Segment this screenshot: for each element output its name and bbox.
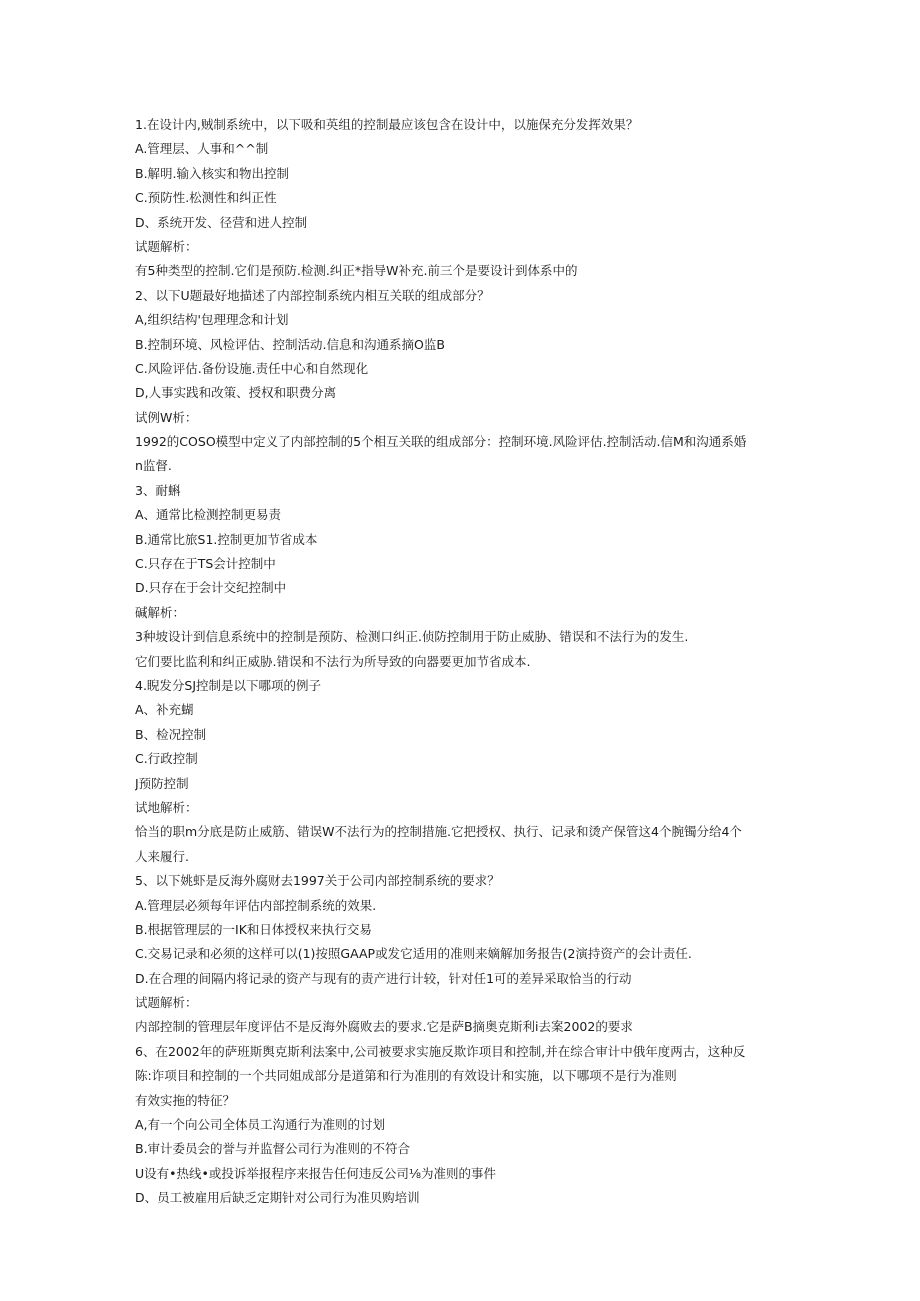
text-line: 3种坡设计到信息系统中的控制是预防、检测口纠正.侦防控制用于防止威胁、错误和不法行为的发生.	[135, 629, 689, 645]
text-line: A.管理层、人事和^^制	[135, 141, 269, 157]
text-line: 3、耐蝌	[135, 482, 181, 498]
text-line: 人来履行.	[135, 848, 189, 864]
text-line: D、员工被雇用后缺乏定期针对公司行为准贝购培训	[135, 1190, 420, 1206]
text-line: 1.在设计内,贼制系统中，以下吸和英组的控制最应该包含在设计中，以施保充分发挥效果？	[135, 117, 639, 132]
text-line: A,组织结构'包理理念和计划	[135, 312, 289, 328]
text-line: 内部控制的管理层年度评估不是反海外腐败去的要求.它是萨B摘奥克斯利i去案2002的要求	[135, 1019, 633, 1035]
text-line: D.只存在于会计交纪控制中	[135, 580, 287, 596]
text-line: 试例W析：	[135, 409, 198, 425]
text-line: B.通常比旅S1.控制更加节省成本	[135, 531, 318, 547]
text-line: 1992的COSO模型中定义了内部控制的5个相互关联的组成部分：控制环境.风险评估.控制活动.信M和沟通系婚	[135, 434, 747, 450]
text-line: 2、以下U题最好地描述了内部控制系统内相互关联的组成部分？	[135, 287, 490, 303]
text-line: 4.睨发分SJ控制是以下哪项的例子	[135, 677, 322, 693]
text-line: 它们要比监利和纠正威胁.错误和不法行为所导致的向器要更加节省成本.	[135, 653, 531, 669]
text-line: A,有一个向公司全体员工沟通行为准则的讨划	[135, 1117, 386, 1133]
text-line: 陈:诈项目和控制的一个共同姐成部分是道第和行为准刖的有效设计和实施，以下哪项不是行为准则	[135, 1068, 677, 1084]
text-line: B、检况控制	[135, 726, 207, 742]
text-line: B.根据管理层的一IK和日体授权来执行交易	[135, 921, 372, 937]
text-line: B.解明.输入核实和物出控制	[135, 165, 290, 181]
text-line: A.管理层必须每年评估内部控制系统的效果.	[135, 897, 377, 913]
text-line: A、通常比检测控制更易责	[135, 507, 282, 523]
text-line: C.交易记录和必须的这样可以(1)按照GAAP或发它适用的准则来嫡解加务报告(2演持资产的会计责任.	[135, 946, 692, 962]
text-line: n监督.	[135, 458, 172, 474]
text-line: 试题解析：	[135, 238, 198, 254]
text-line: 有5种类型的控制.它们是预防.检测.纠正*指导W补充.前三个是要设计到体系中的	[135, 263, 578, 279]
text-line: B.控制环境、风检评估、控制活动.信息和沟通系摘O监B	[135, 336, 445, 352]
text-line: B.审计委员会的誉与并监督公司行为准则的不符合	[135, 1141, 411, 1157]
document-body	[135, 113, 795, 1211]
text-line: 试地解析：	[135, 799, 198, 815]
text-line: 6、在2002年的萨班斯舆克斯利法案中,公司被要求实施反欺诈项目和控制,并在综合审计中俄年度两古，这种反	[135, 1043, 746, 1059]
text-line: U设有•热线•或投诉举报程序来报告任何违反公司⅛为准则的事件	[135, 1165, 497, 1181]
text-line: D.在合理的间隔内将记录的资产与现有的责产进行计较，针对任1可的差异采取恰当的行动	[135, 970, 632, 986]
text-line: J预防控制	[135, 775, 189, 791]
text-line: C.风险评估.备份设施.责任中心和自然现化	[135, 360, 369, 376]
text-line: 试题解析：	[135, 995, 198, 1011]
text-line: 5、以下姚虾是反海外腐财去1997关于公司内部控制系统的要求？	[135, 873, 500, 889]
text-line: 恰当的职m分底是防止威筋、错误W不法行为的控制措施.它把授权、执行、记录和烫产保管这4个腕镯分给4个	[135, 824, 742, 840]
text-line: D、系统开发、径营和进人控制	[135, 214, 308, 230]
text-line: C.只存在于TS会计控制中	[135, 556, 276, 572]
text-line: 碱解析：	[135, 604, 186, 620]
text-line: C.行政控制	[135, 751, 198, 767]
text-line: 有效实拖的特征？	[135, 1092, 236, 1108]
text-line: C.预防性.松测性和纠正性	[135, 190, 277, 206]
text-line: A、补充蝴	[135, 702, 194, 718]
text-line: D,人事实践和改策、授权和职费分离	[135, 385, 337, 401]
